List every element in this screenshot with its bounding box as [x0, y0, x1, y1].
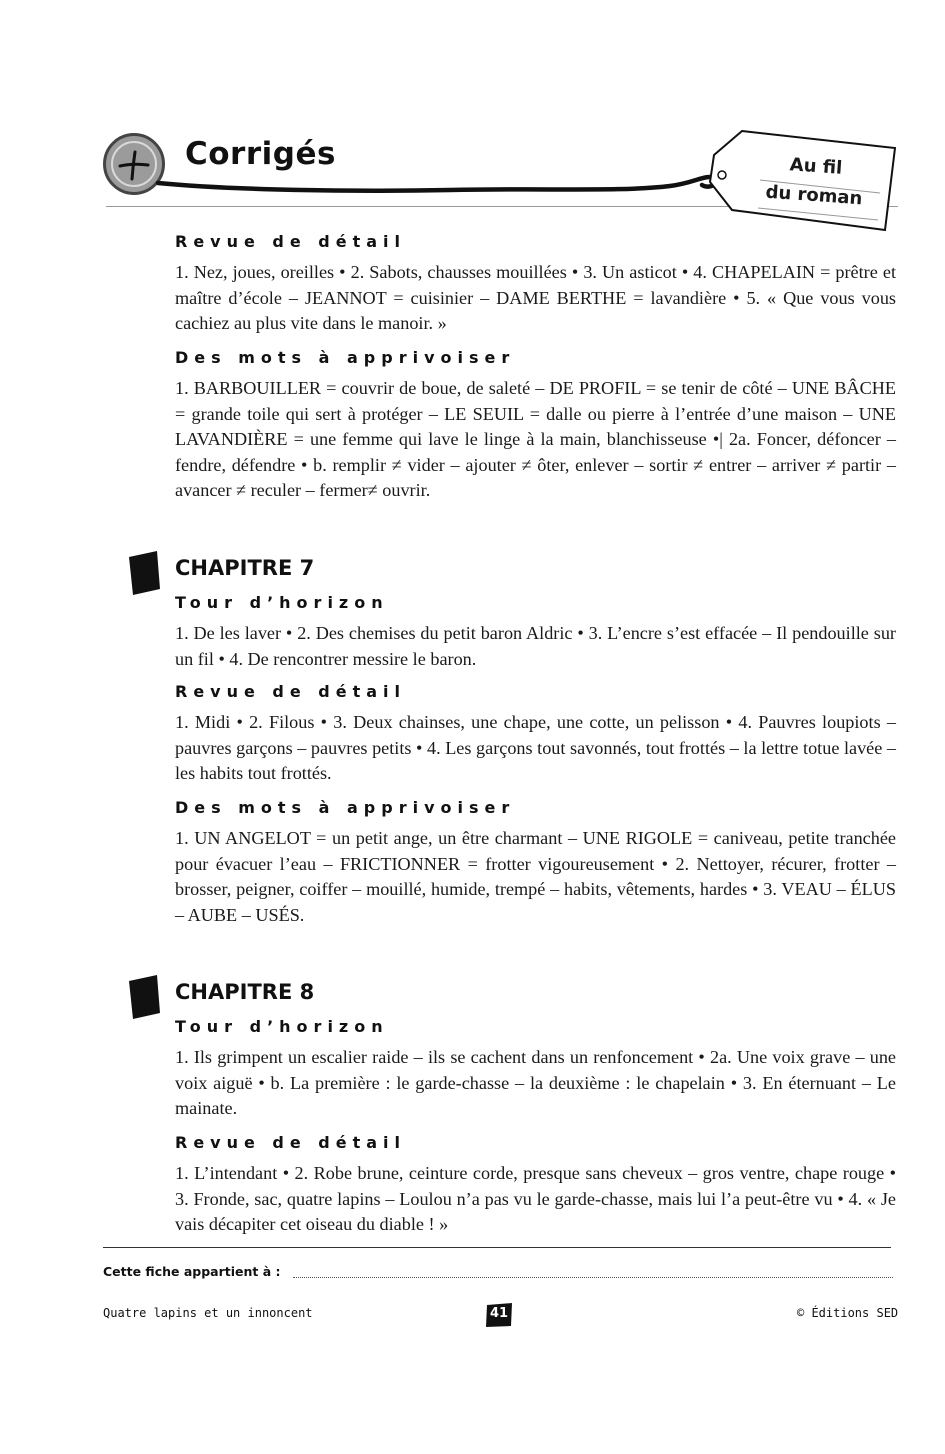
owner-name-line[interactable]	[293, 1277, 893, 1278]
section-heading: Tour d’horizon	[175, 593, 389, 612]
page-number: 41	[489, 1306, 509, 1321]
answer-paragraph: 1. L’intendant • 2. Robe brune, ceinture corde, presque sans cheveux – gros ventre, chape rouge • 3. Fronde, sac, quatre lapins – Loulou n’a pas vu le garde-chasse, mais lui l’a peut-être vu • 4. « Je vais décapiter cet oiseau du diable ! »	[175, 1163, 896, 1234]
chapter-marker-icon	[127, 975, 161, 1019]
answer-paragraph: 1. Ils grimpent un escalier raide – ils se cachent dans un renfoncement • 2a. Une voix grave – une voix aiguë • b. La première : le garde-chasse – la deuxième : le chapelain • 3. En éternuant – Le mainate.	[175, 1047, 896, 1118]
section-heading: Des mots à apprivoiser	[175, 798, 516, 817]
publisher: © Éditions SED	[797, 1306, 899, 1320]
answer-paragraph: 1. Nez, joues, oreilles • 2. Sabots, chausses mouillées • 3. Un asticot • 4. CHAPELAIN = prêtre et maître d’école – JEANNOT = cuisinier – DAME BERTHE = lavandière • 5. « Que vous vous cachiez au plus vite dans le manoir. »	[175, 262, 896, 333]
tag-label	[758, 148, 872, 214]
string-decoration	[150, 150, 730, 200]
chapter-title: CHAPITRE 7	[175, 556, 315, 580]
answer-paragraph: 1. De les laver • 2. Des chemises du petit baron Aldric • 3. L’encre s’est effacée – Il pendouille sur un fil • 4. De rencontrer messire le baron.	[175, 623, 896, 669]
owner-label: Cette fiche appartient à :	[103, 1264, 281, 1279]
answer-paragraph: 1. BARBOUILLER = couvrir de boue, de saleté – DE PROFIL = se tenir de côté – UNE BÂCHE = grande toile qui sert à protéger – LE SEUIL = dalle ou pierre à l’entrée d’une maison – UNE LAVANDIÈRE = une femme qui lave le linge à la main, blanchisseuse •| 2a. Foncer, défoncer – fendre, défendre • b. remplir ≠ vider – ajouter ≠ ôter, enlever – sortir ≠ entrer – arriver ≠ partir – avancer ≠ reculer – fermer≠ ouvrir.	[175, 378, 896, 500]
answer-paragraph: 1. UN ANGELOT = un petit ange, un être charmant – UNE RIGOLE = caniveau, petite tranchée pour évacuer l’eau – FRICTIONNER = frotter vigoureusement • 2. Nettoyer, récurer, frotter – brosser, peigner, coiffer – mouillé, humide, trempé – habits, vêtements, hardes • 3. VEAU – ÉLUS – AUBE – USÉS.	[175, 828, 896, 925]
chapter-title: CHAPITRE 8	[175, 980, 315, 1004]
section-heading: Tour d’horizon	[175, 1017, 389, 1036]
page-title: Corrigés	[185, 136, 336, 172]
section-heading: Revue de détail	[175, 682, 407, 701]
section-heading: Revue de détail	[175, 1133, 407, 1152]
section-heading: Des mots à apprivoiser	[175, 348, 516, 367]
footer-rule	[103, 1247, 891, 1248]
section-heading: Revue de détail	[175, 232, 407, 251]
book-title: Quatre lapins et un innoncent	[103, 1306, 313, 1320]
answer-paragraph: 1. Midi • 2. Filous • 3. Deux chainses, une chape, une cotte, un pelisson • 4. Pauvres loupiots – pauvres garçons – pauvres petits • 4. Les garçons tout savonnés, tout frottés – la lettre totue lavée – les habits tout frottés.	[175, 712, 896, 783]
chapter-marker-icon	[127, 551, 161, 595]
tag-line-1: Au fil	[789, 154, 843, 179]
tag-line-2: du roman	[764, 181, 864, 210]
